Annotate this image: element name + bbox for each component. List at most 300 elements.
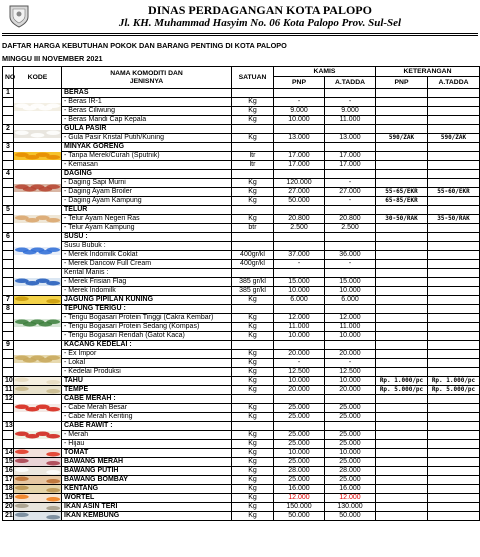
price-pnp: 27.000 [274,188,325,197]
document-week: MINGGU III NOVEMBER 2021 [2,54,103,63]
price-pnp: 12.000 [274,314,325,323]
commodity-photo-cell [14,233,62,269]
onion-image [14,476,61,484]
row-number [3,188,14,197]
price-pnp: 9.000 [274,107,325,116]
egg-image [14,215,61,223]
note-atadda: Rp. 5.000/pc [428,386,480,395]
commodity-name: KACANG KEDELAI : [62,341,232,350]
price-pnp: 28.000 [274,467,325,476]
price-atadda: 15.000 [325,278,376,287]
note-pnp [376,350,428,359]
table-row [3,224,480,233]
note-pnp [376,143,428,152]
commodity-name: - Merah [62,431,232,440]
note-pnp [376,152,428,161]
price-atadda: 25.000 [325,458,376,467]
row-number [3,134,14,143]
unit: Kg [232,98,274,107]
price-atadda: 2.500 [325,224,376,233]
unit: btr [232,224,274,233]
note-pnp [376,512,428,521]
note-atadda [428,251,480,260]
carrot-image [14,494,61,502]
note-atadda [428,143,480,152]
price-pnp [274,341,325,350]
price-pnp: 12.000 [274,494,325,503]
price-atadda: 9.000 [325,107,376,116]
table-row [3,422,480,431]
table-row [3,152,480,161]
note-pnp [376,431,428,440]
price-table [2,66,480,521]
unit [232,305,274,314]
row-number [3,269,14,278]
unit [232,395,274,404]
note-atadda [428,485,480,494]
price-pnp: 20.000 [274,350,325,359]
cayenne-pepper-image [14,431,61,439]
row-number [3,197,14,206]
note-atadda [428,404,480,413]
note-pnp [376,179,428,188]
note-pnp: 590/ZAK [376,134,428,143]
commodity-name: - Daging Sapi Murni [62,179,232,188]
note-atadda [428,350,480,359]
price-atadda: 10.000 [325,332,376,341]
commodity-name: - Kedelai Produksi [62,368,232,377]
table-row [3,512,480,521]
note-atadda [428,314,480,323]
price-pnp: 12.500 [274,368,325,377]
note-atadda: Rp. 1.000/pc [428,377,480,386]
unit: Kg [232,440,274,449]
commodity-name: - Ex Impor [62,350,232,359]
header-no: NO [3,67,14,89]
row-number: 4 [3,170,14,179]
table-row [3,107,480,116]
header-kamis-atadda: A.TADDA [325,77,376,89]
row-number [3,404,14,413]
price-pnp [274,206,325,215]
row-number: 17 [3,476,14,485]
note-pnp: Rp. 1.000/pc [376,377,428,386]
price-atadda: 36.000 [325,251,376,260]
note-atadda [428,125,480,134]
note-atadda [428,476,480,485]
unit [232,170,274,179]
table-row [3,260,480,269]
commodity-name: IKAN KEMBUNG [62,512,232,521]
note-atadda [428,278,480,287]
commodity-name: SUSU : [62,233,232,242]
note-pnp [376,368,428,377]
note-atadda [428,98,480,107]
price-pnp: 25.000 [274,413,325,422]
price-atadda: 28.000 [325,467,376,476]
price-pnp [274,305,325,314]
price-pnp: 2.500 [274,224,325,233]
commodity-name: - Kemasan [62,161,232,170]
commodity-name: CABE MERAH : [62,395,232,404]
header-keterangan-atadda: A.TADDA [428,77,480,89]
commodity-photo-cell [14,467,62,476]
unit: Kg [232,368,274,377]
price-pnp [274,233,325,242]
price-pnp: 37.000 [274,251,325,260]
row-number [3,116,14,125]
note-atadda [428,287,480,296]
row-number [3,350,14,359]
note-pnp [376,404,428,413]
header-commodity-line1: NAMA KOMODITI DAN [110,69,183,77]
note-pnp [376,467,428,476]
unit: ltr [232,161,274,170]
price-pnp: - [274,260,325,269]
unit: 400gr/kl [232,251,274,260]
table-row [3,170,480,179]
commodity-name: - Merek Dancow Full Cream [62,260,232,269]
note-pnp [376,458,428,467]
price-atadda: - [325,359,376,368]
price-pnp: 150.000 [274,503,325,512]
header-commodity [62,67,232,89]
price-pnp: 15.000 [274,278,325,287]
row-number [3,431,14,440]
note-pnp [376,170,428,179]
price-pnp: 25.000 [274,404,325,413]
price-atadda: - [325,260,376,269]
commodity-name: - Terigu Bogasari Protein Tinggi (Cakra Kembar) [62,314,232,323]
note-atadda [428,197,480,206]
price-atadda: 17.000 [325,152,376,161]
price-atadda [325,89,376,98]
header-divider [2,33,478,36]
tempeh-image [14,386,61,394]
table-row [3,404,480,413]
organization-name: DINAS PERDAGANGAN KOTA PALOPO [148,3,372,17]
note-pnp [376,107,428,116]
note-pnp [376,413,428,422]
commodity-photo-cell [14,269,62,296]
commodity-name: - Daging Ayam Kampung [62,197,232,206]
table-row [3,161,480,170]
table-row [3,287,480,296]
unit: Kg [232,314,274,323]
commodity-photo-cell [14,449,62,458]
unit [232,206,274,215]
price-atadda: 25.000 [325,413,376,422]
header-unit: SATUAN [232,67,274,89]
header-kamis: KAMIS [274,67,376,77]
commodity-name: BAWANG PUTIH [62,467,232,476]
note-pnp [376,287,428,296]
note-atadda [428,440,480,449]
row-number: 11 [3,386,14,395]
note-pnp: Rp. 5.000/pc [376,386,428,395]
unit: Kg [232,467,274,476]
price-atadda [325,305,376,314]
table-row [3,134,480,143]
commodity-photo-cell [14,206,62,233]
table-row [3,476,480,485]
row-number: 14 [3,449,14,458]
row-number [3,287,14,296]
note-pnp [376,359,428,368]
unit: Kg [232,485,274,494]
price-atadda [325,422,376,431]
price-atadda [325,233,376,242]
rice-image [14,103,61,111]
table-row [3,359,480,368]
unit: Kg [232,197,274,206]
commodity-photo-cell [14,296,62,305]
note-atadda [428,269,480,278]
anchovy-image [14,503,61,511]
unit: Kg [232,134,274,143]
commodity-name: - Telur Ayam Kampung [62,224,232,233]
note-atadda: 35-50/RAK [428,215,480,224]
row-number: 9 [3,341,14,350]
flour-image [14,319,61,327]
note-pnp [376,422,428,431]
commodity-name: TEPUNG TERIGU : [62,305,232,314]
table-row [3,413,480,422]
commodity-photo-cell [14,170,62,206]
price-pnp: 10.000 [274,116,325,125]
price-pnp: 20.000 [274,386,325,395]
milk-powder-image [14,247,61,255]
note-pnp [376,476,428,485]
price-atadda: 20.800 [325,215,376,224]
price-atadda: 25.000 [325,440,376,449]
unit: Kg [232,449,274,458]
table-row [3,179,480,188]
note-atadda [428,107,480,116]
note-atadda [428,359,480,368]
note-pnp: 55-65/EKR [376,188,428,197]
table-row [3,251,480,260]
price-atadda: 17.000 [325,161,376,170]
note-pnp [376,269,428,278]
tofu-image [14,377,61,385]
row-number: 18 [3,485,14,494]
row-number [3,107,14,116]
price-table-body [3,89,480,521]
unit: Kg [232,215,274,224]
commodity-name: BAWANG BOMBAY [62,476,232,485]
header-keterangan-pnp: PNP [376,77,428,89]
table-row [3,314,480,323]
note-atadda [428,494,480,503]
price-atadda [325,206,376,215]
note-atadda [428,458,480,467]
note-pnp [376,440,428,449]
table-row [3,278,480,287]
commodity-name: - Beras Ciliwung [62,107,232,116]
price-atadda: 11.000 [325,116,376,125]
unit [232,341,274,350]
note-atadda [428,224,480,233]
table-row [3,386,480,395]
note-pnp: 65-85/EKR [376,197,428,206]
table-row [3,296,480,305]
note-pnp [376,323,428,332]
cooking-oil-image [14,152,61,160]
note-pnp [376,89,428,98]
price-atadda [325,341,376,350]
note-pnp [376,98,428,107]
note-atadda [428,449,480,458]
letterhead [0,0,480,38]
price-pnp: 25.000 [274,458,325,467]
commodity-name: - Terigu Bogasari Rendah (Gatot Kaca) [62,332,232,341]
row-number: 5 [3,206,14,215]
unit: 385 gr/kl [232,278,274,287]
commodity-name: - Lokal [62,359,232,368]
commodity-photo-cell [14,143,62,170]
note-pnp [376,278,428,287]
garlic-image [14,467,61,475]
note-atadda [428,152,480,161]
unit: Kg [232,323,274,332]
unit [232,233,274,242]
table-row [3,98,480,107]
row-number [3,179,14,188]
document-title: DAFTAR HARGA KEBUTUHAN POKOK DAN BARANG PENTING DI KOTA PALOPO [2,41,287,50]
commodity-name: - Terigu Bogasari Protein Sedang (Kompas) [62,323,232,332]
unit [232,242,274,251]
commodity-photo-cell [14,458,62,467]
price-pnp [274,422,325,431]
row-number: 21 [3,512,14,521]
note-pnp [376,485,428,494]
table-row [3,368,480,377]
commodity-name: TAHU [62,377,232,386]
mackerel-image [14,512,61,520]
commodity-name: WORTEL [62,494,232,503]
row-number [3,98,14,107]
price-pnp: - [274,98,325,107]
row-number: 8 [3,305,14,314]
table-row [3,233,480,242]
table-row [3,449,480,458]
table-row [3,242,480,251]
note-atadda: 590/ZAK [428,134,480,143]
note-pnp [376,224,428,233]
note-pnp [376,503,428,512]
commodity-photo-cell [14,386,62,395]
price-atadda: 16.000 [325,485,376,494]
note-pnp [376,296,428,305]
note-atadda [428,116,480,125]
commodity-photo-cell [14,503,62,512]
price-atadda: 13.000 [325,134,376,143]
note-atadda [428,323,480,332]
unit: 385 gr/kl [232,287,274,296]
table-row [3,143,480,152]
note-atadda [428,161,480,170]
commodity-name: TELUR [62,206,232,215]
commodity-name: CABE RAWIT : [62,422,232,431]
price-pnp [274,89,325,98]
unit: Kg [232,350,274,359]
row-number: 20 [3,503,14,512]
commodity-name: - Daging Ayam Broiler [62,188,232,197]
note-atadda [428,395,480,404]
commodity-photo-cell [14,422,62,449]
commodity-name: DAGING [62,170,232,179]
row-number: 16 [3,467,14,476]
commodity-photo-cell [14,305,62,341]
price-atadda: - [325,197,376,206]
note-pnp [376,494,428,503]
price-pnp: 10.000 [274,287,325,296]
commodity-photo-cell [14,341,62,377]
note-pnp [376,314,428,323]
price-atadda: 12.000 [325,314,376,323]
price-pnp: 10.000 [274,449,325,458]
table-row [3,458,480,467]
table-row [3,269,480,278]
commodity-name: - Cabe Merah Keriting [62,413,232,422]
commodity-name: TOMAT [62,449,232,458]
row-number: 3 [3,143,14,152]
price-pnp: 10.000 [274,377,325,386]
table-row [3,188,480,197]
unit [232,143,274,152]
table-row [3,431,480,440]
price-atadda: 11.000 [325,323,376,332]
price-atadda: 50.000 [325,512,376,521]
commodity-name: - Tanpa Merek/Curah (Sputnik) [62,152,232,161]
row-number: 1 [3,89,14,98]
note-atadda [428,341,480,350]
table-row [3,467,480,476]
unit: Kg [232,107,274,116]
row-number [3,278,14,287]
commodity-name: TEMPE [62,386,232,395]
price-atadda: 12.000 [325,494,376,503]
note-pnp [376,206,428,215]
table-row [3,125,480,134]
table-row [3,89,480,98]
commodity-photo-cell [14,377,62,386]
commodity-name: BAWANG MERAH [62,458,232,467]
row-number [3,314,14,323]
commodity-name: - Gula Pasir Kristal Putih/Kuning [62,134,232,143]
unit: Kg [232,377,274,386]
commodity-name: - Merek Indomilk Coklat [62,251,232,260]
commodity-name: BERAS [62,89,232,98]
price-pnp: 20.800 [274,215,325,224]
unit: Kg [232,512,274,521]
note-pnp [376,251,428,260]
commodity-name: Susu Bubuk : [62,242,232,251]
commodity-name: - Merek Frisian Flag [62,278,232,287]
note-atadda [428,431,480,440]
price-atadda: 130.000 [325,503,376,512]
row-number [3,152,14,161]
commodity-photo-cell [14,125,62,143]
note-pnp [376,449,428,458]
header-keterangan: KETERANGAN [376,67,480,77]
note-pnp [376,125,428,134]
row-number [3,440,14,449]
price-atadda: 6.000 [325,296,376,305]
price-atadda: 25.000 [325,431,376,440]
price-atadda: 10.000 [325,287,376,296]
